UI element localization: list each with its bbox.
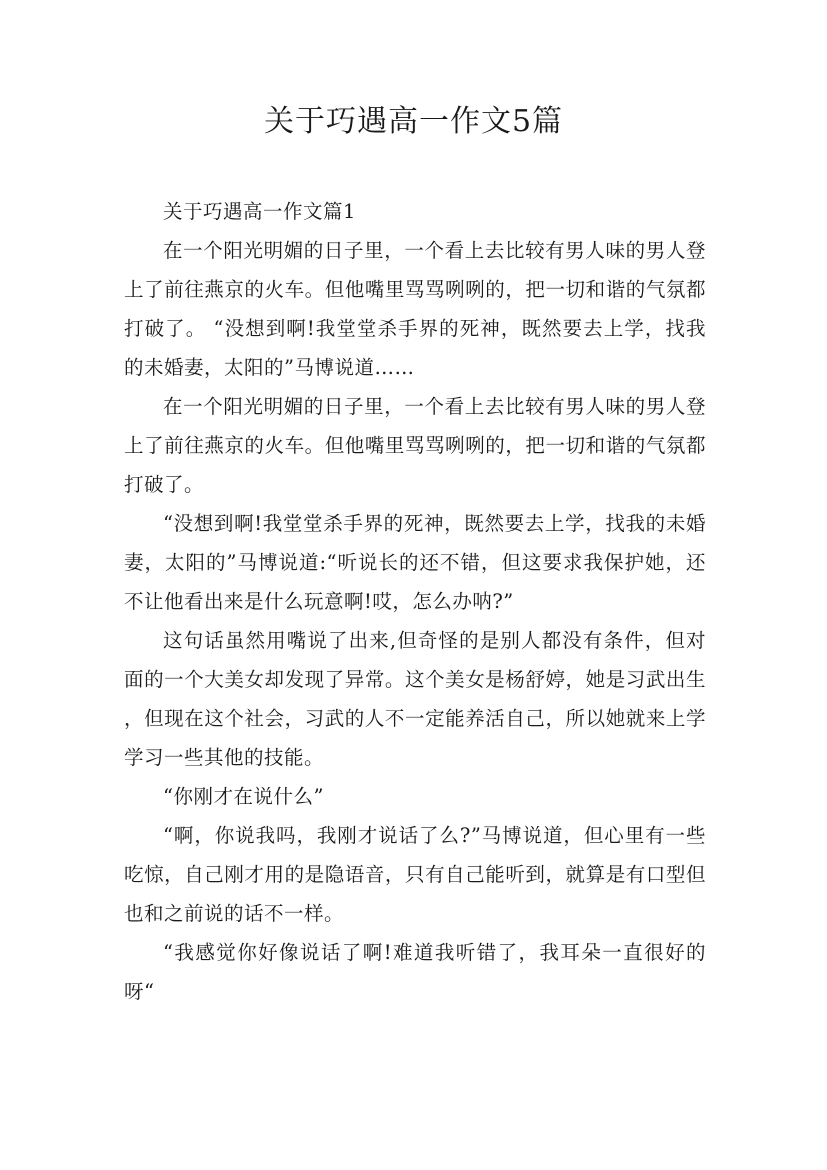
- paragraph: “啊，你说我吗，我刚才说话了么?”马博说道，但心里有一些吃惊，自己刚才用的是隐语音，只有自己能听到，就算是有口型但也和之前说的话不一样。: [124, 824, 706, 925]
- section-heading: 关于巧遇高一作文篇1: [163, 200, 356, 223]
- paragraph: “没想到啊!我堂堂杀手界的死神，既然要去上学，找我的未婚妻，太阳的”马博说道:“听说长的还不错，但这要求我保护她，还不让他看出来是什么玩意啊!哎，怎么办呐?”: [124, 512, 706, 613]
- paragraph: 这句话虽然用嘴说了出来,但奇怪的是别人都没有条件，但对面的一个大美女却发现了异常。这个美女是杨舒婷，她是习武出生 ，但现在这个社会，习武的人不一定能养活自己，所以她就来上学学习一些其他的技能。: [124, 629, 706, 769]
- paragraph: 在一个阳光明媚的日子里，一个看上去比较有男人味的男人登上了前往燕京的火车。但他嘴里骂骂咧咧的，把一切和谐的气氛都打破了。 “没想到啊!我堂堂杀手界的死神，既然要去上学，找我的未婚妻，太阳的”马博说道……: [124, 239, 706, 379]
- document-title: 关于巧遇高一作文5篇: [263, 104, 564, 139]
- paragraph: 在一个阳光明媚的日子里，一个看上去比较有男人味的男人登上了前往燕京的火车。但他嘴里骂骂咧咧的，把一切和谐的气氛都打破了。: [124, 395, 706, 496]
- paragraph: “我感觉你好像说话了啊!难道我听错了，我耳朵一直很好的呀“: [124, 941, 706, 1003]
- document-body: [124, 192, 706, 1011]
- paragraph: “你刚才在说什么”: [163, 785, 324, 808]
